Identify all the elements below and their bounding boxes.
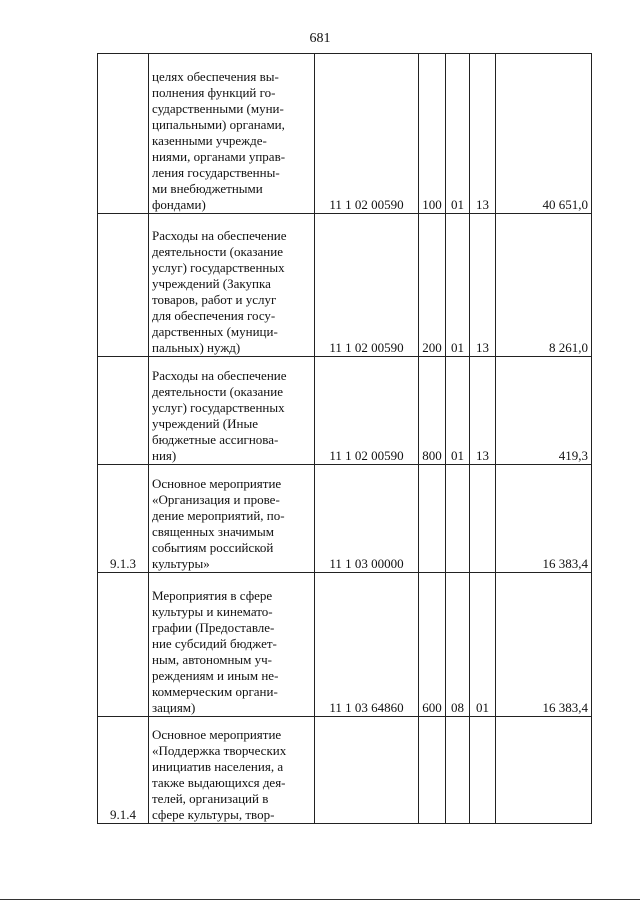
row-code: 9.1.4 bbox=[98, 717, 149, 824]
row-subsection bbox=[470, 717, 496, 824]
row-expense-type bbox=[419, 465, 446, 573]
row-target-article: 11 1 02 00590 bbox=[315, 214, 419, 357]
row-code: 9.1.3 bbox=[98, 465, 149, 573]
page-bottom-rule bbox=[0, 899, 640, 900]
row-section bbox=[446, 717, 470, 824]
row-section: 01 bbox=[446, 214, 470, 357]
row-target-article: 11 1 02 00590 bbox=[315, 357, 419, 465]
row-description: Расходы на обеспечение деятельности (оказание услуг) государственных учреждений (Иные бюджетные ассигнова- ния) bbox=[149, 357, 315, 465]
row-expense-type: 600 bbox=[419, 573, 446, 717]
row-amount: 16 383,4 bbox=[496, 465, 592, 573]
row-subsection: 01 bbox=[470, 573, 496, 717]
row-description: целях обеспечения вы- полнения функций го- сударственными (муни- ципальными) органами, казенными учрежде- ниями, органами управ- ления государственны- ми внебюджетными фондами) bbox=[149, 54, 315, 214]
table-row bbox=[98, 357, 592, 465]
row-target-article: 11 1 02 00590 bbox=[315, 54, 419, 214]
row-amount: 40 651,0 bbox=[496, 54, 592, 214]
row-section: 08 bbox=[446, 573, 470, 717]
row-subsection: 13 bbox=[470, 357, 496, 465]
table-row bbox=[98, 573, 592, 717]
row-description: Основное мероприятие «Поддержка творческих инициатив населения, а также выдающихся дея- телей, организаций в сфере культуры, твор- bbox=[149, 717, 315, 824]
page-number: 681 bbox=[309, 31, 331, 46]
row-code bbox=[98, 573, 149, 717]
row-section: 01 bbox=[446, 54, 470, 214]
row-code bbox=[98, 357, 149, 465]
row-description: Расходы на обеспечение деятельности (оказание услуг) государственных учреждений (Закупка товаров, работ и услуг для обеспечения госу- дарственных (муници- пальных) нужд) bbox=[149, 214, 315, 357]
table-row bbox=[98, 717, 592, 824]
row-section bbox=[446, 465, 470, 573]
row-description: Основное мероприятие «Организация и прове- дение мероприятий, по- священных значимым событиям российской культуры» bbox=[149, 465, 315, 573]
row-subsection: 13 bbox=[470, 214, 496, 357]
row-section: 01 bbox=[446, 357, 470, 465]
row-subsection: 13 bbox=[470, 54, 496, 214]
budget-table bbox=[97, 53, 592, 824]
row-target-article: 11 1 03 64860 bbox=[315, 573, 419, 717]
row-subsection bbox=[470, 465, 496, 573]
row-amount: 16 383,4 bbox=[496, 573, 592, 717]
row-amount: 419,3 bbox=[496, 357, 592, 465]
row-target-article bbox=[315, 717, 419, 824]
row-target-article: 11 1 03 00000 bbox=[315, 465, 419, 573]
row-amount: 8 261,0 bbox=[496, 214, 592, 357]
row-expense-type bbox=[419, 717, 446, 824]
row-code bbox=[98, 214, 149, 357]
row-description: Мероприятия в сфере культуры и кинемато- графии (Предоставле- ние субсидий бюджет- ным, автономным уч- реждениям и иным не- коммерческим органи- зациям) bbox=[149, 573, 315, 717]
row-expense-type: 100 bbox=[419, 54, 446, 214]
row-code bbox=[98, 54, 149, 214]
row-expense-type: 800 bbox=[419, 357, 446, 465]
row-expense-type: 200 bbox=[419, 214, 446, 357]
table-row bbox=[98, 54, 592, 214]
table-row bbox=[98, 214, 592, 357]
table-row bbox=[98, 465, 592, 573]
row-amount bbox=[496, 717, 592, 824]
